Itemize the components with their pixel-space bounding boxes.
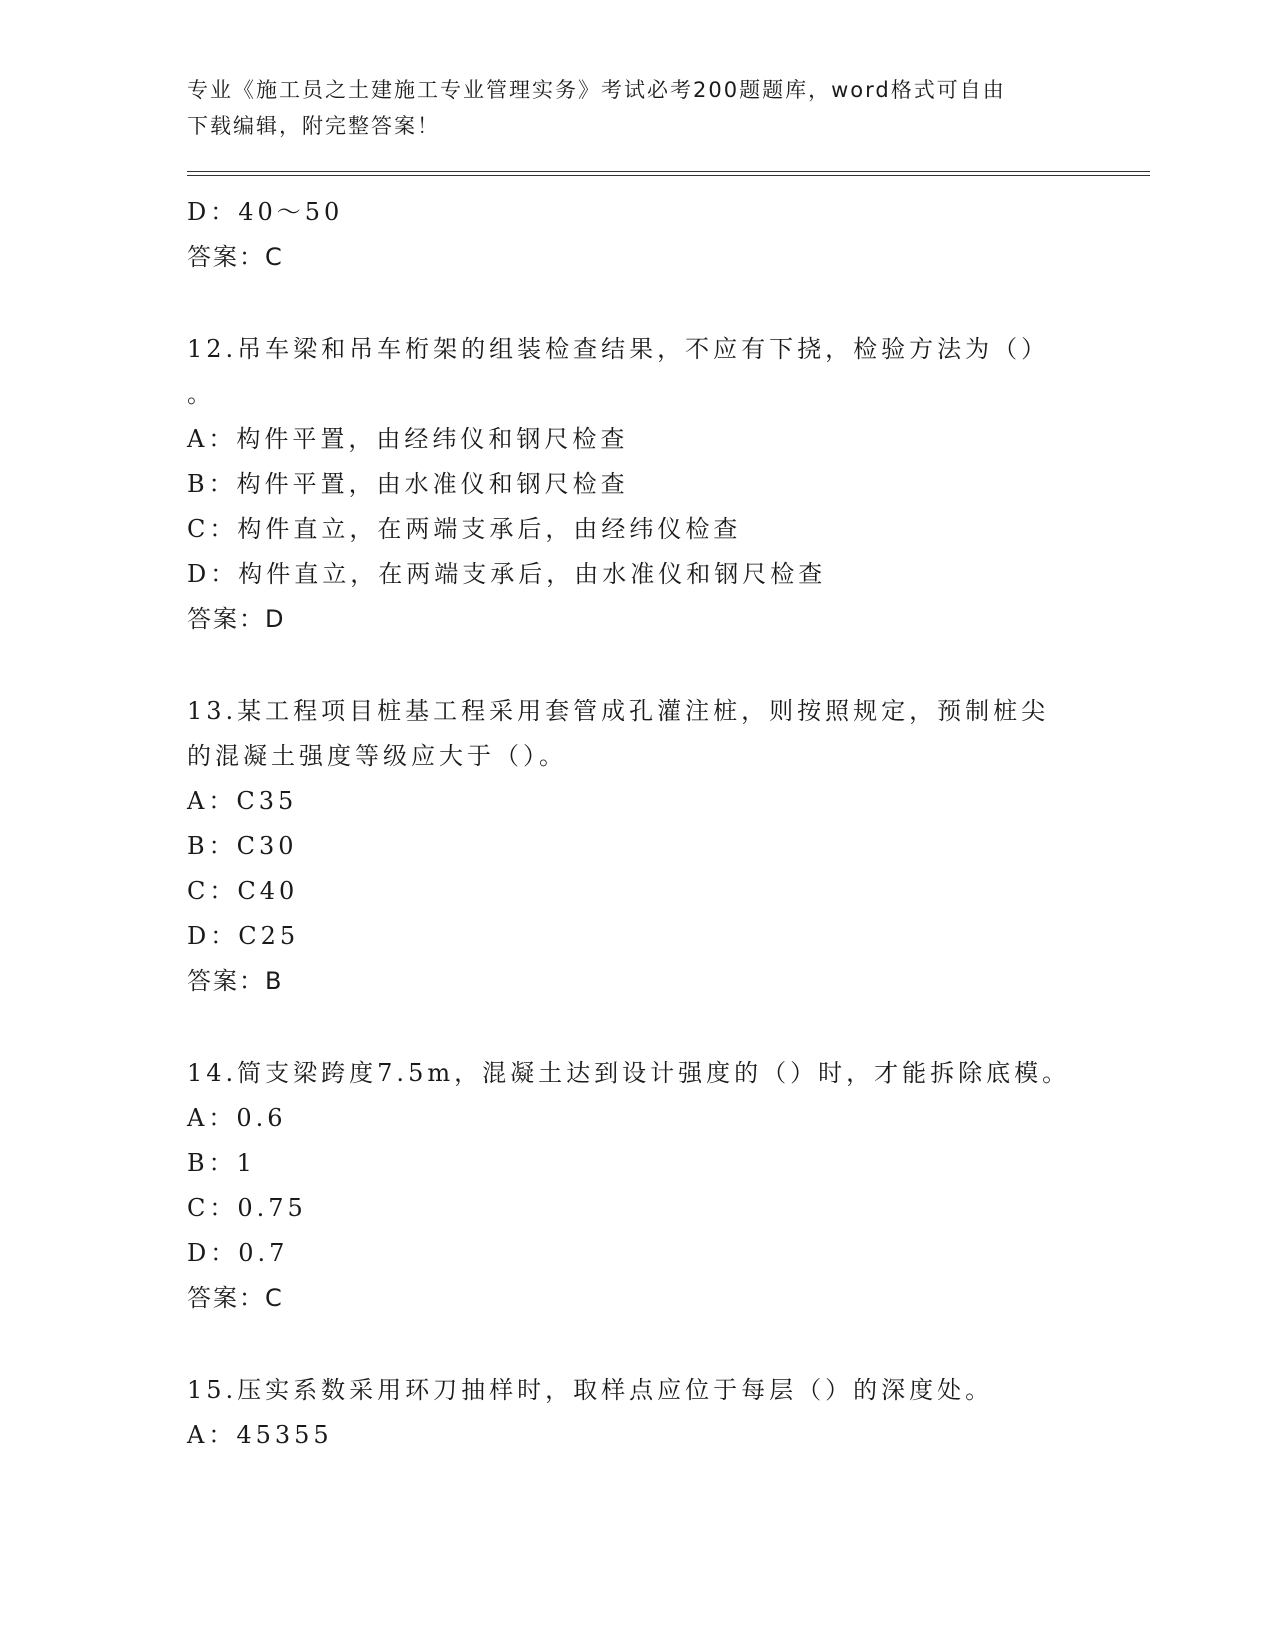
header-rule-top [187, 171, 1150, 172]
question-stem [187, 327, 1087, 417]
question-stem-line-1: 14.简支梁跨度7.5m，混凝土达到设计强度的（）时，才能拆除底模。 [187, 1059, 1071, 1087]
question-stem-line-2: 的混凝土强度等级应大于（）。 [187, 742, 567, 770]
header-rule-bottom [187, 175, 1150, 176]
previous-question-tail [187, 190, 1087, 280]
header-line-2: 下载编辑，附完整答案！ [187, 114, 440, 138]
answer-line: 答案：D [187, 605, 286, 633]
question-stem [187, 689, 1087, 779]
option-c: C：C40 [187, 877, 299, 905]
document-body [187, 190, 1087, 1458]
option-a: A：C35 [187, 787, 298, 815]
option-d: D：构件直立，在两端支承后，由水准仪和钢尺检查 [187, 560, 827, 588]
answer-line: 答案：B [187, 967, 284, 995]
option-a: A：0.6 [187, 1104, 287, 1132]
option-b: B：1 [187, 1149, 256, 1177]
option-c: C：0.75 [187, 1194, 307, 1222]
option-d: D：C25 [187, 922, 300, 950]
option-d: D：0.7 [187, 1239, 289, 1267]
question-stem-line-1: 12.吊车梁和吊车桁架的组装检查结果，不应有下挠，检验方法为（） [187, 335, 1050, 363]
question-stem-line-2: 。 [187, 380, 215, 408]
option-d: D：40～50 [187, 198, 344, 226]
question-12 [187, 327, 1087, 642]
option-b: B：C30 [187, 832, 298, 860]
option-c: C：构件直立，在两端支承后，由经纬仪检查 [187, 515, 742, 543]
question-15 [187, 1368, 1087, 1458]
document-header [187, 72, 1067, 144]
question-stem-line-1: 15.压实系数采用环刀抽样时，取样点应位于每层（）的深度处。 [187, 1376, 994, 1404]
question-14 [187, 1051, 1087, 1321]
question-stem-line-1: 13.某工程项目桩基工程采用套管成孔灌注桩，则按照规定，预制桩尖 [187, 697, 1050, 725]
header-line-1: 专业《施工员之土建施工专业管理实务》考试必考200题题库，word格式可自由 [187, 78, 1006, 102]
option-b: B：构件平置，由水准仪和钢尺检查 [187, 470, 629, 498]
question-stem [187, 1368, 1087, 1413]
question-stem [187, 1051, 1087, 1096]
answer-line: 答案：C [187, 1284, 284, 1312]
answer-line: 答案：C [187, 243, 284, 271]
option-a: A：构件平置，由经纬仪和钢尺检查 [187, 425, 629, 453]
question-13 [187, 689, 1087, 1004]
option-a: A：45355 [187, 1421, 333, 1449]
